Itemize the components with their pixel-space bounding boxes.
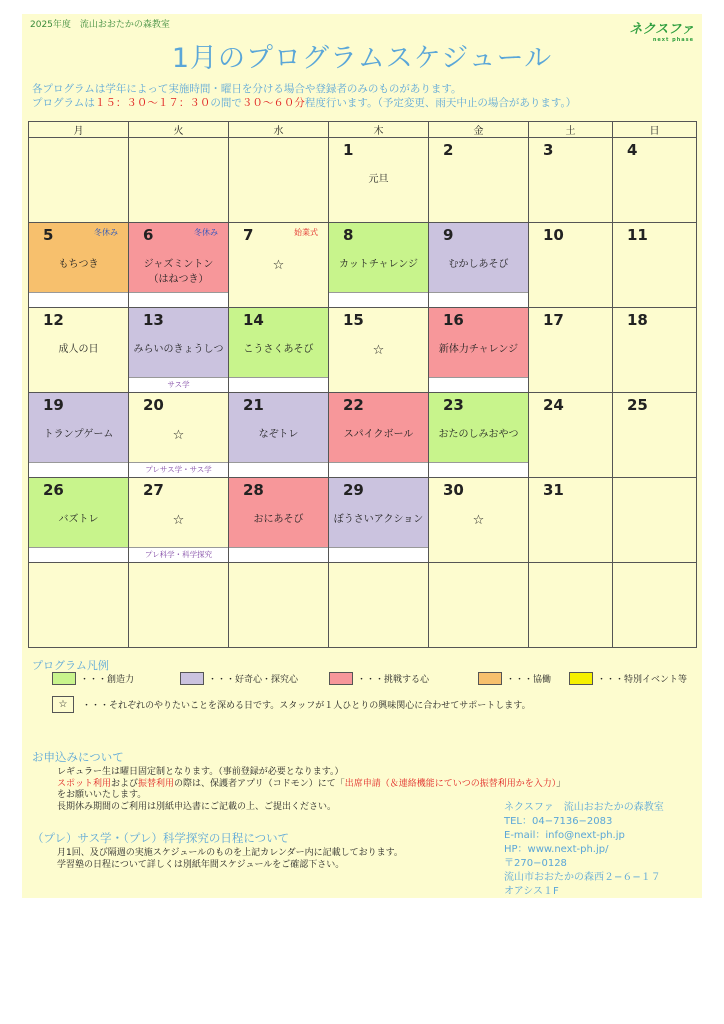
calendar-day-cell <box>129 138 229 223</box>
program-block <box>329 308 428 378</box>
program-label: おにあそび <box>253 514 304 525</box>
legend-title: プログラム凡例 <box>32 659 109 672</box>
program-label: もちつき <box>58 259 99 270</box>
calendar-day-cell <box>329 308 429 393</box>
legend-item-curiosity: ・・・好奇心・探究心 <box>180 672 298 685</box>
program-strip <box>613 293 696 307</box>
day-number: 10 <box>543 226 564 244</box>
program-block <box>429 223 528 293</box>
program-strip <box>29 547 128 562</box>
program-block <box>429 563 528 633</box>
contact-tel: TEL：04−7136−2083 <box>504 816 613 827</box>
calendar-day-cell <box>129 563 229 648</box>
calendar-day-cell <box>329 478 429 563</box>
program-block <box>229 478 328 548</box>
program-label: トランプゲーム <box>43 429 114 440</box>
star-icon: ☆ <box>372 343 385 358</box>
calendar-day-cell <box>29 308 129 393</box>
program-block <box>429 138 528 208</box>
day-number: 23 <box>443 396 464 414</box>
day-number: 12 <box>43 311 64 329</box>
calendar-day-cell <box>329 393 429 478</box>
program-block <box>613 138 696 208</box>
calendar-day-cell <box>613 478 697 563</box>
program-strip <box>129 292 228 307</box>
strip-label: プレ科学・科学探究 <box>144 550 213 559</box>
calendar-day-cell <box>429 138 529 223</box>
day-number: 31 <box>543 481 564 499</box>
program-block <box>29 393 128 463</box>
program-strip <box>129 462 228 477</box>
program-block <box>613 308 696 378</box>
program-block <box>529 223 612 293</box>
program-block <box>29 478 128 548</box>
star-icon: ☆ <box>472 513 485 528</box>
program-strip <box>529 548 612 562</box>
weekday-thu: 木 <box>329 122 429 138</box>
calendar-day-cell <box>613 563 697 648</box>
calendar-day-cell <box>29 223 129 308</box>
program-strip <box>613 208 696 222</box>
calendar-day-cell <box>529 223 613 308</box>
calendar-day-cell <box>229 478 329 563</box>
day-number: 17 <box>543 311 564 329</box>
program-block <box>429 478 528 548</box>
legend-item-creativity: ・・・創造力 <box>52 672 134 685</box>
day-number: 8 <box>343 226 354 244</box>
calendar-day-cell <box>529 563 613 648</box>
program-strip <box>613 633 696 647</box>
program-label: むかしあそび <box>448 259 509 270</box>
program-block <box>229 563 328 633</box>
program-label: なぞトレ <box>258 429 299 440</box>
program-block <box>329 563 428 633</box>
contact-email[interactable]: E-mail：info@next-ph.jp <box>504 830 625 841</box>
legend-swatch <box>569 672 593 685</box>
contact-address1: 流山市おおたかの森西２−６−１７ <box>504 872 661 883</box>
calendar-day-cell <box>229 138 329 223</box>
program-label: みらいのきょうしつ <box>133 344 224 355</box>
program-strip <box>29 378 128 392</box>
program-strip <box>129 633 228 647</box>
program-strip <box>229 377 328 392</box>
day-number: 3 <box>543 141 554 159</box>
day-tag: 始業式 <box>294 228 318 237</box>
application-title: お申込みについて <box>32 750 124 764</box>
contact-name: ネクスファ 流山おおたかの森教室 <box>504 802 664 813</box>
program-strip <box>429 208 528 222</box>
program-strip <box>429 548 528 562</box>
calendar-week-row <box>29 308 697 393</box>
calendar-table <box>28 121 697 648</box>
program-strip <box>429 377 528 392</box>
program-strip <box>229 547 328 562</box>
program-label: カットチャレンジ <box>338 259 419 270</box>
program-block <box>329 138 428 208</box>
calendar-day-cell <box>29 563 129 648</box>
program-block <box>429 393 528 463</box>
calendar-week-row <box>29 393 697 478</box>
program-block <box>129 138 228 208</box>
calendar-day-cell <box>429 393 529 478</box>
day-number: 20 <box>143 396 164 414</box>
program-strip <box>429 462 528 477</box>
intro-text: 各プログラムは学年によって実施時間・曜日を分ける場合や登録者のみのものがあります。 プログラムは１５：３０〜１７：３０の間で３０〜６０分程度行います。（予定変更、雨天中止の場合があります。） <box>32 83 577 109</box>
program-block <box>129 563 228 633</box>
program-block <box>529 563 612 633</box>
day-tag: 冬休み <box>194 228 218 237</box>
contact-hp[interactable]: HP：www.next-ph.jp/ <box>504 844 609 855</box>
legend-item-special-event: ・・・特別イベント等 <box>569 672 687 685</box>
program-block <box>529 138 612 208</box>
program-block <box>129 223 228 293</box>
day-number: 13 <box>143 311 164 329</box>
weekday-sun: 日 <box>613 122 697 138</box>
program-strip <box>229 293 328 307</box>
calendar-day-cell <box>613 308 697 393</box>
program-strip <box>529 633 612 647</box>
calendar-day-cell <box>229 308 329 393</box>
day-number: 26 <box>43 481 64 499</box>
year-label: 2025年度 流山おおたかの森教室 <box>30 20 170 30</box>
day-number: 11 <box>627 226 648 244</box>
program-strip <box>529 378 612 392</box>
program-strip <box>229 462 328 477</box>
program-strip <box>29 462 128 477</box>
weekday-wed: 水 <box>229 122 329 138</box>
program-strip <box>29 292 128 307</box>
calendar-week-row <box>29 478 697 563</box>
program-block <box>29 223 128 293</box>
program-block <box>229 393 328 463</box>
day-number: 25 <box>627 396 648 414</box>
program-block <box>429 308 528 378</box>
star-icon: ☆ <box>272 258 285 273</box>
program-strip <box>613 463 696 477</box>
program-strip <box>129 208 228 222</box>
program-label: おたのしみおやつ <box>438 429 519 440</box>
program-block <box>29 563 128 633</box>
program-strip <box>329 633 428 647</box>
calendar-day-cell <box>429 223 529 308</box>
calendar-day-cell <box>529 478 613 563</box>
day-number: 6 <box>143 226 154 244</box>
strip-label: サス学 <box>167 380 190 389</box>
program-block <box>229 223 328 293</box>
program-strip <box>129 377 228 392</box>
program-strip <box>529 208 612 222</box>
calendar-day-cell <box>229 563 329 648</box>
weekday-fri: 金 <box>429 122 529 138</box>
contact-zip: 〒270−0128 <box>504 858 567 869</box>
program-strip <box>29 208 128 222</box>
star-icon: ☆ <box>52 696 74 713</box>
calendar-day-cell <box>229 393 329 478</box>
sas-text: 月1回、及び隔週の実施スケジュールのものを上記カレンダー内に記載しております。 学習塾の日程について詳しくは別紙年間スケジュールをご確認下さい。 <box>57 848 403 870</box>
legend-swatch <box>52 672 76 685</box>
contact-info <box>504 801 664 899</box>
star-icon: ☆ <box>172 428 185 443</box>
program-label: バズトレ <box>58 514 99 525</box>
program-block <box>613 478 696 548</box>
program-strip <box>329 292 428 307</box>
program-label: ジャズミントン （はねつき） <box>143 259 214 285</box>
day-number: 5 <box>43 226 54 244</box>
day-number: 29 <box>343 481 364 499</box>
calendar-day-cell <box>613 223 697 308</box>
day-number: 22 <box>343 396 364 414</box>
calendar-week-row <box>29 223 697 308</box>
day-number: 14 <box>243 311 264 329</box>
application-text: レギュラー生は曜日固定制となります。（事前登録が必要となります。） スポット利用および振替利用の際は、保護者アプリ（コドモン）にて「出席申請（＆連絡機能にていつの振替利用かを入力）」 をお願いいたします。 長期休み期間のご利用は別紙申込書にご記載の上、ご提出ください。 <box>57 767 566 812</box>
nexpha-logo: ネクスファ next phase <box>629 22 694 43</box>
day-tag: 冬休み <box>94 228 118 237</box>
program-block <box>29 308 128 378</box>
day-number: 9 <box>443 226 454 244</box>
calendar-day-cell <box>129 393 229 478</box>
calendar-day-cell <box>329 223 429 308</box>
program-strip <box>613 548 696 562</box>
calendar-day-cell <box>429 563 529 648</box>
program-strip <box>529 293 612 307</box>
program-block <box>229 308 328 378</box>
program-strip <box>329 208 428 222</box>
legend-swatch <box>478 672 502 685</box>
program-strip <box>329 462 428 477</box>
calendar-day-cell <box>129 223 229 308</box>
star-description: ・・・それぞれのやりたいことを深める日です。スタッフが１人ひとりの興味関心に合わせてサポートします。 <box>82 701 531 711</box>
strip-label: プレサス学・サス学 <box>145 465 212 474</box>
calendar-day-cell <box>329 138 429 223</box>
program-block <box>129 478 228 548</box>
day-number: 7 <box>243 226 254 244</box>
program-strip <box>329 547 428 562</box>
program-strip <box>229 633 328 647</box>
program-block <box>529 478 612 548</box>
program-label: こうさくあそび <box>243 344 314 355</box>
day-number: 2 <box>443 141 454 159</box>
calendar-day-cell <box>229 223 329 308</box>
program-block <box>613 223 696 293</box>
program-block <box>129 393 228 463</box>
program-block <box>529 393 612 463</box>
calendar-day-cell <box>529 138 613 223</box>
day-number: 28 <box>243 481 264 499</box>
program-block <box>613 563 696 633</box>
program-strip <box>429 633 528 647</box>
day-number: 15 <box>343 311 364 329</box>
calendar-day-cell <box>613 138 697 223</box>
legend-swatch <box>329 672 353 685</box>
calendar-day-cell <box>613 393 697 478</box>
program-strip <box>613 378 696 392</box>
program-strip <box>129 547 228 562</box>
calendar-day-cell <box>129 308 229 393</box>
schedule-page <box>22 14 702 898</box>
calendar-day-cell <box>429 308 529 393</box>
weekday-sat: 土 <box>529 122 613 138</box>
calendar-week-row <box>29 138 697 223</box>
program-block <box>229 138 328 208</box>
page-title: 1月のプログラムスケジュール <box>171 43 553 74</box>
calendar-day-cell <box>29 138 129 223</box>
legend-item-challenge: ・・・挑戦する心 <box>329 672 429 685</box>
program-label: 元旦 <box>368 174 389 185</box>
program-block <box>129 308 228 378</box>
calendar-day-cell <box>529 308 613 393</box>
program-block <box>529 308 612 378</box>
program-label: 新体力チャレンジ <box>438 344 519 355</box>
legend-swatch <box>180 672 204 685</box>
day-number: 18 <box>627 311 648 329</box>
weekday-mon: 月 <box>29 122 129 138</box>
calendar-day-cell <box>129 478 229 563</box>
weekday-tue: 火 <box>129 122 229 138</box>
program-block <box>329 223 428 293</box>
day-number: 21 <box>243 396 264 414</box>
program-strip <box>229 208 328 222</box>
program-block <box>613 393 696 463</box>
program-label: 成人の日 <box>58 344 99 355</box>
calendar-day-cell <box>329 563 429 648</box>
day-number: 27 <box>143 481 164 499</box>
day-number: 30 <box>443 481 464 499</box>
calendar-day-cell <box>529 393 613 478</box>
program-strip <box>429 292 528 307</box>
program-strip <box>529 463 612 477</box>
legend-item-cooperation: ・・・協働 <box>478 672 551 685</box>
day-number: 1 <box>343 141 354 159</box>
day-number: 4 <box>627 141 638 159</box>
program-block <box>329 393 428 463</box>
program-strip <box>329 378 428 392</box>
sas-title: （プレ）サス学・（プレ）科学探究の日程について <box>32 831 290 845</box>
program-label: スパイクボール <box>343 429 414 440</box>
calendar-week-row <box>29 563 697 648</box>
calendar-day-cell <box>29 478 129 563</box>
star-icon: ☆ <box>172 513 185 528</box>
program-strip <box>29 633 128 647</box>
day-number: 19 <box>43 396 64 414</box>
day-number: 16 <box>443 311 464 329</box>
contact-address2: オアシス１F <box>504 886 559 897</box>
calendar-day-cell <box>429 478 529 563</box>
calendar-day-cell <box>29 393 129 478</box>
program-label: ぼうさいアクション <box>333 514 424 525</box>
day-number: 24 <box>543 396 564 414</box>
program-block <box>29 138 128 208</box>
weekday-header-row <box>29 122 697 138</box>
program-block <box>329 478 428 548</box>
